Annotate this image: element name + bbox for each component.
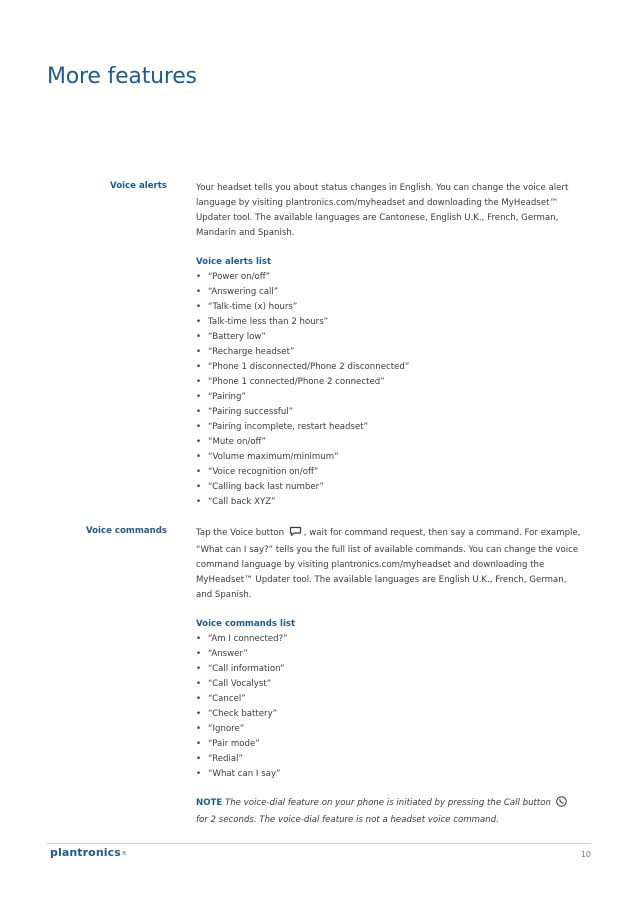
note-text-end: for 2 seconds. The voice-dial feature is not a headset voice command. [196,815,499,825]
list-item [196,737,581,752]
list-item-text: “Ignore” [208,724,245,734]
bullet-icon: • [196,754,202,764]
list-item-text: “Volume maximum/minimum” [208,452,339,462]
bullet-icon: • [196,482,202,492]
list-item-text: “Power on/off” [208,272,271,282]
list-item [196,345,581,360]
bullet-icon: • [196,422,202,432]
bullet-icon: • [196,272,202,282]
list-item [196,390,581,405]
bullet-icon: • [196,377,202,387]
voice-commands-list [196,632,581,782]
voice-commands-list-heading: Voice commands list [196,619,296,629]
list-item [196,752,581,767]
bullet-icon: • [196,452,202,462]
list-item-text: “Am I connected?” [208,634,288,644]
list-item [196,285,581,300]
bullet-icon: • [196,467,202,477]
registered-mark: ® [121,851,128,857]
bullet-icon: • [196,362,202,372]
list-item-text: “Mute on/off” [208,437,266,447]
bullet-icon: • [196,347,202,357]
list-item-text: “Voice recognition on/off” [208,467,319,477]
note-label: NOTE [196,798,223,808]
list-item [196,330,581,345]
list-item-text: “Answering call” [208,287,279,297]
list-item [196,495,581,510]
list-item-text: “Call information” [208,664,285,674]
bullet-icon: • [196,694,202,704]
list-item [196,405,581,420]
list-item-text: “Battery low” [208,332,266,342]
bullet-icon: • [196,634,202,644]
list-item [196,360,581,375]
list-item-text: “Call back XYZ” [208,497,276,507]
voice-commands-section [196,526,581,828]
logo-wordmark: plantronics [50,846,121,859]
footer-divider [47,843,591,844]
voice-alerts-intro: Your headset tells you about status changes in English. You can change the voice alert language by visiting plantronics.com/myheadset and downloading the MyHeadset™ Updater tool. The available languages are Cantonese, English U.K., French, German, Mandarin and Spanish. [196,183,569,238]
speech-bubble-icon [289,526,302,543]
bullet-icon: • [196,287,202,297]
list-item-text: Talk-time less than 2 hours” [208,317,329,327]
page-number: 10 [580,850,591,859]
bullet-icon: • [196,679,202,689]
list-item-text: “Cancel” [208,694,246,704]
list-item-text: “Pairing incomplete, restart headset” [208,422,369,432]
list-item-text: “Phone 1 disconnected/Phone 2 disconnected” [208,362,410,372]
list-item [196,692,581,707]
list-item [196,632,581,647]
voice-alerts-section [196,181,581,510]
voice-alerts-list-heading: Voice alerts list [196,257,272,267]
list-item [196,465,581,480]
bullet-icon: • [196,769,202,779]
list-item [196,315,581,330]
list-item [196,677,581,692]
list-item [196,375,581,390]
list-item [196,435,581,450]
list-item [196,450,581,465]
list-item-text: “Pairing successful” [208,407,294,417]
list-item [196,662,581,677]
bullet-icon: • [196,317,202,327]
list-item-text: “Pairing” [208,392,246,402]
bullet-icon: • [196,407,202,417]
voice-alerts-list [196,270,581,510]
list-item-text: “Calling back last number” [208,482,324,492]
note-text-start: The voice-dial feature on your phone is initiated by pressing the Call button [224,798,551,808]
bullet-icon: • [196,649,202,659]
list-item-text: “Talk-time (x) hours” [208,302,298,312]
voice-commands-intro [196,526,581,603]
bullet-icon: • [196,302,202,312]
bullet-icon: • [196,664,202,674]
voice-commands-intro-rest: , wait for command request, then say a command. For example, “What can I say?” tells you the full list of available commands. You can change the voice command language by visiting plantronics.com/myheadset and downloading the MyHeadset™ Updater tool. The available languages are English U.K., French, German, and Spanish. [196,528,581,600]
list-item [196,420,581,435]
list-item-text: “Check battery” [208,709,278,719]
list-item-text: “Answer” [208,649,248,659]
list-item [196,647,581,662]
bullet-icon: • [196,709,202,719]
list-item [196,480,581,495]
list-item [196,767,581,782]
bullet-icon: • [196,724,202,734]
list-item-text: “Recharge headset” [208,347,295,357]
voice-dial-note [196,796,581,828]
plantronics-logo [50,846,127,859]
list-item [196,707,581,722]
bullet-icon: • [196,332,202,342]
voice-commands-intro-start: Tap the Voice button [196,528,285,538]
list-item-text: “What can I say” [208,769,281,779]
bullet-icon: • [196,739,202,749]
list-item-text: “Pair mode” [208,739,260,749]
list-item-text: “Phone 1 connected/Phone 2 connected” [208,377,385,387]
list-item-text: “Call Vocalyst” [208,679,272,689]
bullet-icon: • [196,497,202,507]
list-item [196,270,581,285]
list-item [196,300,581,315]
list-item [196,722,581,737]
bullet-icon: • [196,392,202,402]
voice-commands-label: Voice commands [85,526,167,536]
list-item-text: “Redial” [208,754,244,764]
page-title: More features [47,64,197,89]
bullet-icon: • [196,437,202,447]
phone-icon [556,796,567,813]
voice-alerts-label: Voice alerts [110,181,167,191]
